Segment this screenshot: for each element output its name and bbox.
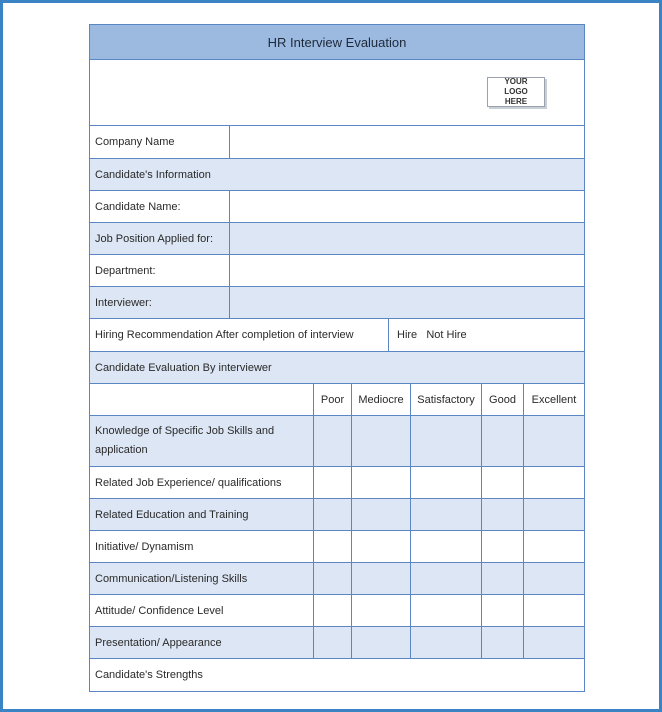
criteria-row [90, 531, 584, 563]
rating-cell-satisfactory[interactable] [411, 416, 482, 466]
rating-cell-poor[interactable] [314, 627, 352, 658]
rating-cell-satisfactory[interactable] [411, 467, 482, 498]
rating-cell-good[interactable] [482, 416, 524, 466]
rating-cell-excellent[interactable] [524, 531, 584, 562]
hire-options[interactable]: Hire Not Hire [397, 329, 467, 341]
rating-cell-satisfactory[interactable] [411, 499, 482, 530]
candidate-name-field[interactable] [230, 191, 584, 222]
rating-cell-mediocre[interactable] [352, 499, 411, 530]
candidate-name-row [90, 191, 584, 223]
interviewer-label: Interviewer: [90, 287, 230, 318]
hiring-recommendation-label: Hiring Recommendation After completion of interview [90, 319, 389, 351]
job-position-row [90, 223, 584, 255]
rating-cell-mediocre[interactable] [352, 416, 411, 466]
rating-column-header: Poor [314, 384, 352, 415]
rating-cell-mediocre[interactable] [352, 563, 411, 594]
candidate-info-row [90, 159, 584, 191]
rating-cell-poor[interactable] [314, 563, 352, 594]
candidate-name-label: Candidate Name: [90, 191, 230, 222]
company-name-label: Company Name [90, 126, 230, 158]
criteria-row [90, 499, 584, 531]
rating-cell-mediocre[interactable] [352, 531, 411, 562]
criteria-row [90, 595, 584, 627]
evaluation-section-label: Candidate Evaluation By interviewer [95, 361, 272, 374]
rating-column-header: Good [482, 384, 524, 415]
logo-placeholder [487, 77, 545, 107]
interviewer-field[interactable] [230, 287, 584, 318]
rating-cell-satisfactory[interactable] [411, 627, 482, 658]
candidate-info-label: Candidate's Information [95, 168, 211, 181]
rating-cell-excellent[interactable] [524, 595, 584, 626]
criteria-label: Initiative/ Dynamism [90, 531, 314, 562]
rating-header-blank [90, 384, 314, 415]
strengths-row [90, 659, 584, 691]
criteria-label: Related Job Experience/ qualifications [90, 467, 314, 498]
department-row [90, 255, 584, 287]
rating-cell-poor[interactable] [314, 595, 352, 626]
rating-cell-poor[interactable] [314, 467, 352, 498]
rating-cell-excellent[interactable] [524, 467, 584, 498]
criteria-row [90, 627, 584, 659]
criteria-row [90, 467, 584, 499]
job-position-label: Job Position Applied for: [90, 223, 230, 254]
form-title: HR Interview Evaluation [90, 25, 584, 60]
job-position-field[interactable] [230, 223, 584, 254]
rating-cell-poor[interactable] [314, 416, 352, 466]
rating-column-header: Excellent [531, 393, 577, 406]
evaluation-form [89, 24, 585, 692]
rating-cell-good[interactable] [482, 499, 524, 530]
rating-cell-excellent[interactable] [524, 563, 584, 594]
logo-row [90, 60, 584, 126]
criteria-label: Attitude/ Confidence Level [90, 595, 314, 626]
department-field[interactable] [230, 255, 584, 286]
criteria-row [90, 563, 584, 595]
rating-cell-satisfactory[interactable] [411, 563, 482, 594]
evaluation-section-row [90, 352, 584, 384]
department-label: Department: [90, 255, 230, 286]
rating-cell-good[interactable] [482, 531, 524, 562]
rating-cell-satisfactory[interactable] [411, 595, 482, 626]
rating-cell-excellent[interactable] [524, 499, 584, 530]
criteria-row [90, 416, 584, 467]
strengths-label: Candidate's Strengths [95, 669, 203, 681]
rating-column-header: Mediocre [352, 384, 411, 415]
rating-cell-poor[interactable] [314, 499, 352, 530]
rating-header-row [90, 384, 584, 416]
rating-cell-poor[interactable] [314, 531, 352, 562]
logo-placeholder-text: YOUR LOGO HERE [504, 77, 528, 106]
rating-cell-mediocre[interactable] [352, 627, 411, 658]
rating-cell-good[interactable] [482, 467, 524, 498]
rating-cell-mediocre[interactable] [352, 595, 411, 626]
rating-cell-excellent[interactable] [524, 627, 584, 658]
criteria-label: Communication/Listening Skills [90, 563, 314, 594]
interviewer-row [90, 287, 584, 319]
criteria-label: Presentation/ Appearance [90, 627, 314, 658]
criteria-label: Knowledge of Specific Job Skills and application [90, 416, 314, 466]
rating-cell-excellent[interactable] [524, 416, 584, 466]
rating-cell-satisfactory[interactable] [411, 531, 482, 562]
rating-cell-mediocre[interactable] [352, 467, 411, 498]
hiring-recommendation-row [90, 319, 584, 352]
rating-column-header: Satisfactory [411, 384, 482, 415]
company-name-field[interactable] [230, 126, 584, 158]
rating-cell-good[interactable] [482, 595, 524, 626]
rating-cell-good[interactable] [482, 563, 524, 594]
criteria-label: Related Education and Training [90, 499, 314, 530]
rating-cell-good[interactable] [482, 627, 524, 658]
company-name-row [90, 126, 584, 159]
